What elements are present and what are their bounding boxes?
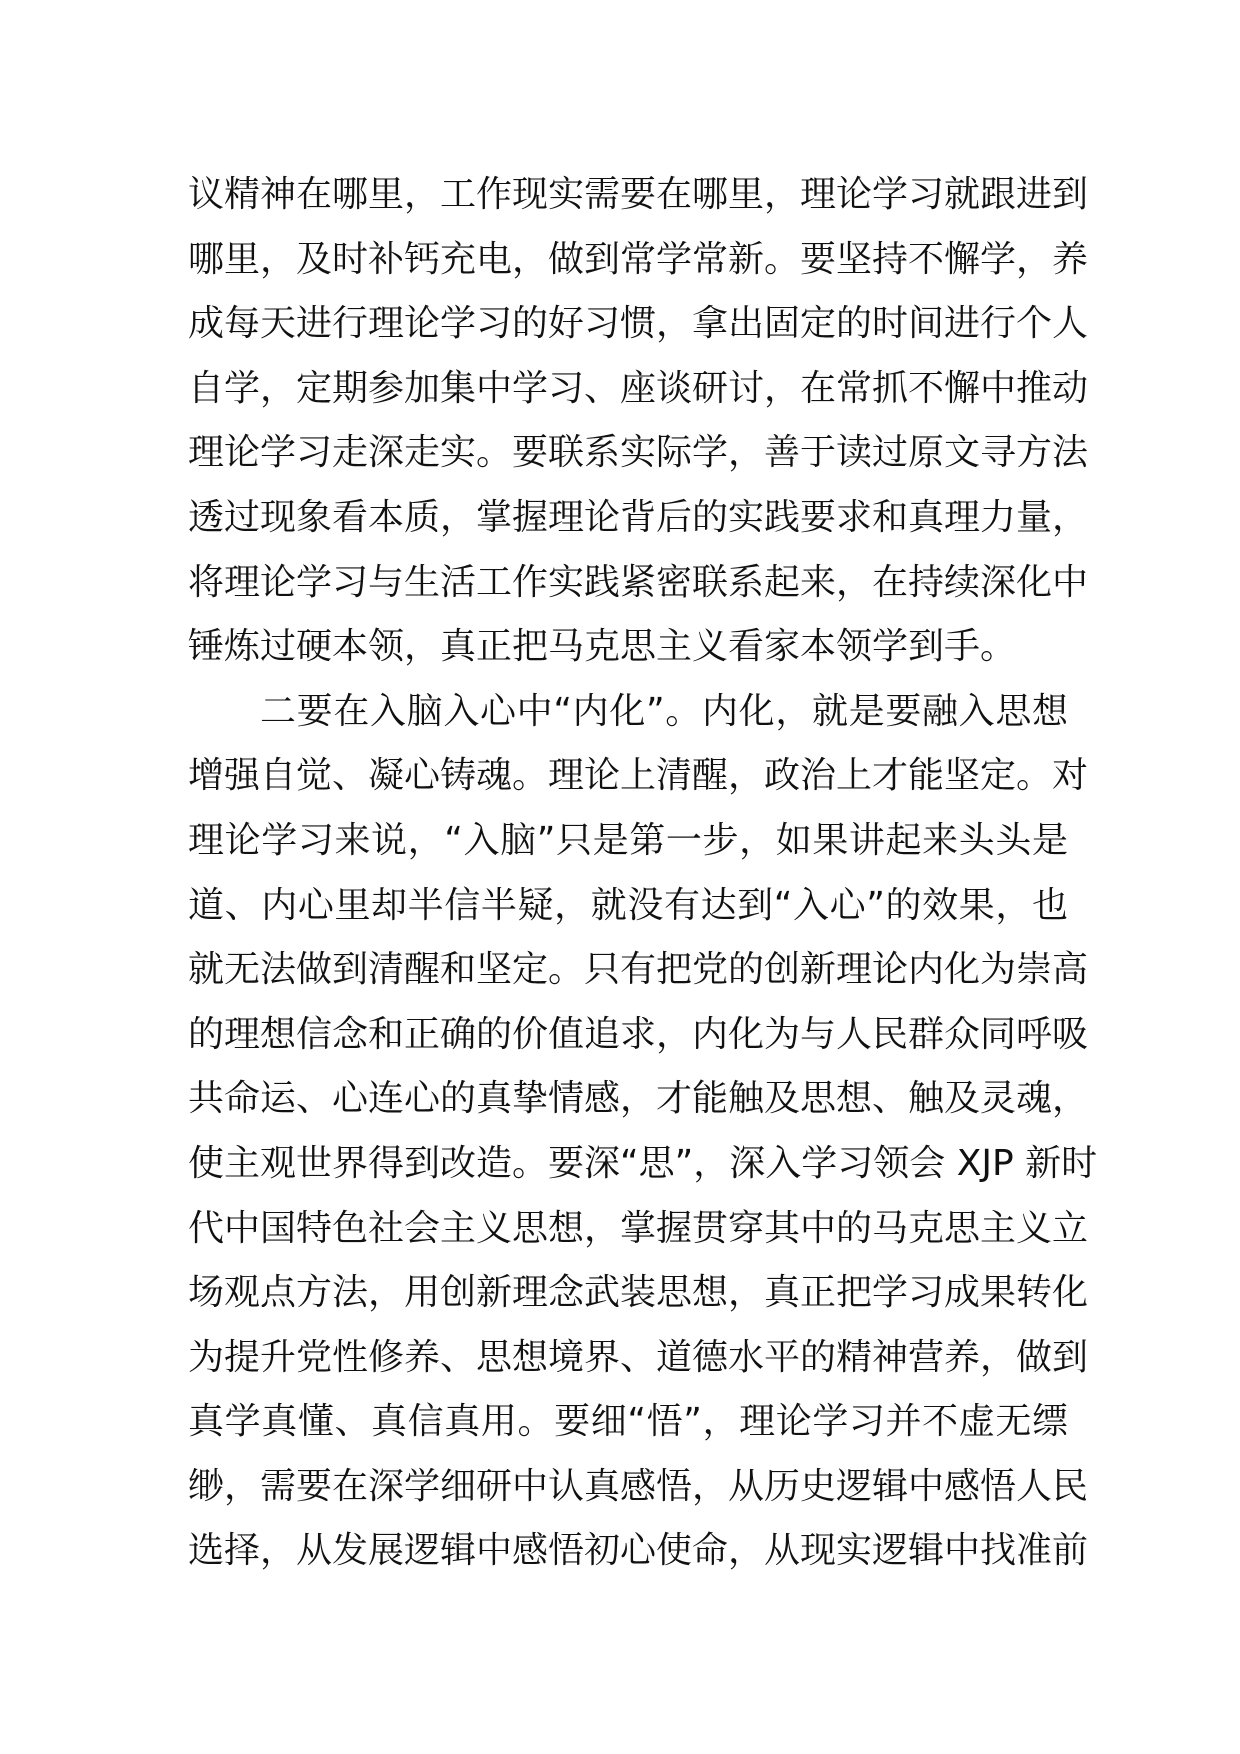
paragraph-end-line: 锤炼过硬本领，真正把马克思主义看家本领学到手。 <box>188 626 1017 668</box>
text-line: 哪里，及时补钙充电，做到常学常新。要坚持不懈学，养 <box>188 238 1089 280</box>
text-line: 议精神在哪里，工作现实需要在哪里，理论学习就跟进到 <box>188 174 1089 215</box>
paragraph-start-line: 二要在入脑入心中“内化”。内化，就是要融入思想 <box>260 690 1068 732</box>
text-line: 自学，定期参加集中学习、座谈研讨，在常抓不懈中推动 <box>188 367 1089 409</box>
text-line: 道、内心里却半信半疑，就没有达到“入心”的效果，也 <box>188 884 1068 926</box>
text-line: 的理想信念和正确的价值追求，内化为与人民群众同呼吸 <box>188 1013 1089 1055</box>
text-line: 理论学习来说，“入脑”只是第一步，如果讲起来头头是 <box>188 819 1068 861</box>
text-line: 选择，从发展逻辑中感悟初心使命，从现实逻辑中找准前 <box>188 1530 1089 1572</box>
text-line: 将理论学习与生活工作实践紧密联系起来，在持续深化中 <box>188 561 1089 603</box>
text-line: 场观点方法，用创新理念武装思想，真正把学习成果转化 <box>188 1272 1089 1314</box>
text-line: 成每天进行理论学习的好习惯，拿出固定的时间进行个人 <box>188 303 1089 345</box>
text-line: 透过现象看本质，掌握理论背后的实践要求和真理力量， <box>188 496 1089 538</box>
text-line: 就无法做到清醒和坚定。只有把党的创新理论内化为崇高 <box>188 949 1089 991</box>
text-line: 为提升党性修养、思想境界、道德水平的精神营养，做到 <box>188 1336 1089 1378</box>
text-line: 真学真懂、真信真用。要细“悟”，理论学习并不虚无缥 <box>188 1401 1068 1443</box>
text-line: 使主观世界得到改造。要深“思”，深入学习领会 XJP 新时 <box>188 1142 1098 1184</box>
text-line: 缈，需要在深学细研中认真感悟，从历史逻辑中感悟人民 <box>188 1465 1089 1507</box>
text-line: 增强自觉、凝心铸魂。理论上清醒，政治上才能坚定。对 <box>188 755 1089 797</box>
body-text <box>188 163 1098 1584</box>
text-line: 代中国特色社会主义思想，掌握贯穿其中的马克思主义立 <box>188 1207 1089 1249</box>
text-line: 理论学习走深走实。要联系实际学，善于读过原文寻方法 <box>188 432 1089 474</box>
text-line: 共命运、心连心的真挚情感，才能触及思想、触及灵魂， <box>188 1078 1089 1120</box>
